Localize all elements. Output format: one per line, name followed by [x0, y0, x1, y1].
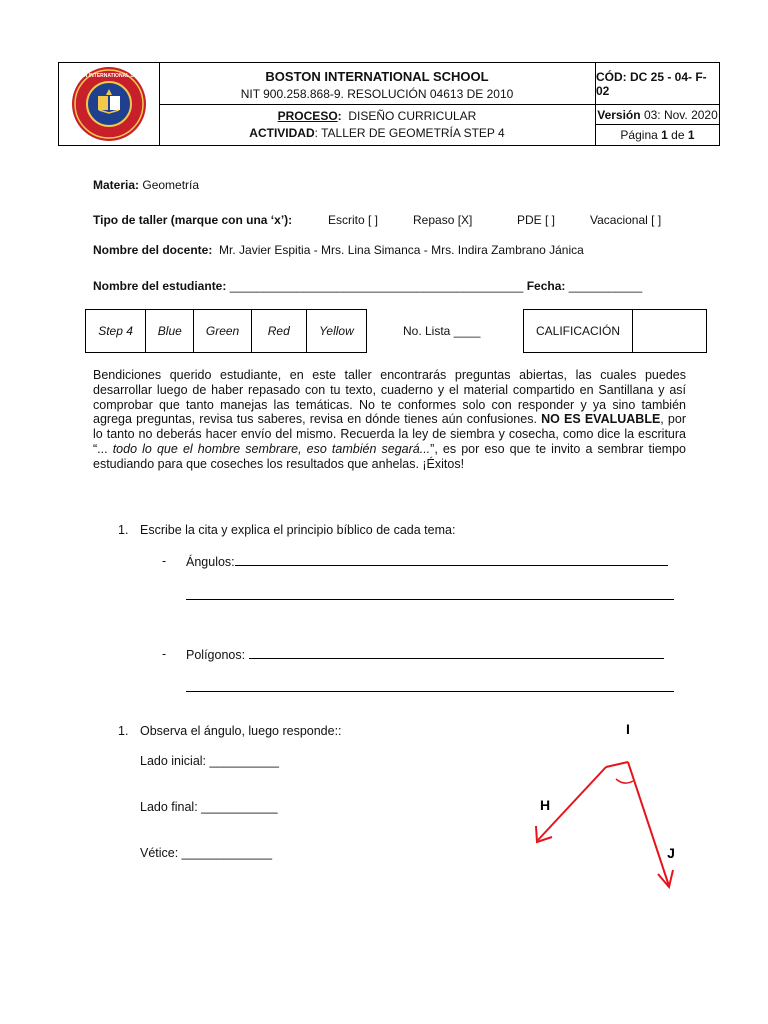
option-escrito[interactable]: Escrito [ ]	[328, 213, 379, 227]
option-vacacional[interactable]: Vacacional [ ]	[590, 213, 662, 227]
angulos-line	[186, 554, 668, 569]
lado-final[interactable]: Lado final: ___________	[140, 800, 278, 814]
no-lista[interactable]: No. Lista ____	[403, 324, 481, 338]
angle-figure	[520, 710, 700, 900]
actividad-label: ACTIVIDAD	[249, 126, 315, 140]
calificacion-label: CALIFICACIÓN	[524, 310, 633, 352]
intro-part1: Bendiciones querido estudiante, en este taller encontrarás preguntas abiertas, las cuales puedes desarrollar luego de haber repasado con tu texto, cuaderno y el material compartido en Santillana y así comprobar que tanto manejas las temáticas. No te conformes solo con responder y ya sino también agrega preguntas, revisa tus saberes, revisa en dónde tienes aún confusiones.	[93, 368, 686, 427]
school-logo	[59, 63, 159, 145]
page-total: 1	[687, 128, 695, 142]
fecha-field[interactable]: ___________	[568, 279, 643, 293]
docente-value: Mr. Javier Espitia - Mrs. Lina Simanca - Mrs. Indira Zambrano Jánica	[219, 243, 584, 257]
intro-part2: , por lo tanto no deberás hacer envío del mismo. Recuerda la ley de siembra y cosecha, como dice la escritura “...	[93, 412, 686, 456]
angle-drawing	[536, 762, 673, 887]
version-label: Versión	[597, 107, 641, 122]
materia-label: Materia:	[93, 178, 140, 192]
page-label: Página	[620, 128, 658, 142]
step-cell[interactable]: Green	[194, 310, 251, 352]
proceso-line: PROCESO: DISEÑO CURRICULAR	[277, 109, 477, 123]
proceso-label: PROCESO	[277, 109, 338, 123]
version-value: 03: Nov. 2020	[643, 107, 718, 122]
poligonos-label: Polígonos:	[186, 648, 246, 662]
q1-text: Escribe la cita y explica el principio bíblico de cada tema:	[140, 523, 456, 537]
angulos-label: Ángulos:	[186, 555, 235, 569]
actividad-line: ACTIVIDAD: TALLER DE GEOMETRÍA STEP 4	[249, 126, 505, 140]
docente-label: Nombre del docente:	[93, 243, 213, 257]
fecha-label: Fecha:	[526, 279, 566, 293]
materia-line	[93, 178, 199, 192]
step-cell[interactable]: Yellow	[319, 324, 354, 338]
q2-number: 1.	[118, 724, 129, 738]
right-label: J	[667, 845, 675, 861]
page-number: 1	[661, 128, 668, 142]
q1-dash-poligonos: -	[162, 647, 167, 661]
version-line	[596, 105, 719, 125]
proceso-value: DISEÑO CURRICULAR	[348, 109, 477, 123]
logo-text: BOSTON INTERNATIONAL SCHOOL	[66, 73, 152, 79]
left-label: H	[539, 797, 551, 813]
calificacion-box	[523, 309, 707, 353]
option-pde[interactable]: PDE [ ]	[517, 213, 556, 227]
header-middle	[159, 63, 596, 145]
q2-text: Observa el ángulo, luego responde::	[140, 724, 342, 738]
estudiante-line	[93, 279, 642, 293]
vertex-label: I	[626, 721, 630, 737]
tipo-label: Tipo de taller (marque con una ‘x’):	[93, 213, 293, 227]
tipo-taller-line	[93, 213, 693, 227]
vertice[interactable]: Vétice: _____________	[140, 846, 273, 860]
poligonos-line	[186, 647, 664, 662]
actividad-value: TALLER DE GEOMETRÍA STEP 4	[321, 126, 505, 140]
step-cell[interactable]: Step 4	[86, 310, 146, 352]
q1-number: 1.	[118, 523, 129, 537]
docente-line	[93, 243, 584, 257]
steps-table	[85, 309, 367, 353]
intro-part3: ”, es por eso que te invito a sembrar tiempo estudiando para que coseches los resultados que anhelas. ¡Éxitos!	[93, 441, 686, 471]
page-de: de	[671, 128, 685, 142]
vertex-segment	[606, 762, 628, 767]
poligonos-field-line2[interactable]	[186, 691, 674, 692]
school-nit: NIT 900.258.868-9. RESOLUCIÓN 04613 DE 2010	[240, 87, 514, 101]
document-code: CÓD: DC 25 - 04- F- 02	[596, 63, 719, 105]
intro-paragraph	[93, 368, 686, 472]
intro-bold: NO ES EVALUABLE	[541, 412, 661, 427]
ray-j	[628, 762, 669, 886]
materia-value: Geometría	[142, 178, 200, 192]
document-header	[58, 62, 720, 146]
step-cell[interactable]: Blue	[146, 310, 194, 352]
poligonos-field[interactable]	[249, 647, 664, 659]
angulos-field-line2[interactable]	[186, 599, 674, 600]
calificacion-field[interactable]	[633, 310, 706, 352]
school-name: BOSTON INTERNATIONAL SCHOOL	[265, 69, 489, 84]
lado-inicial[interactable]: Lado inicial: __________	[140, 754, 280, 768]
header-right	[596, 63, 719, 145]
logo-cell	[59, 63, 160, 145]
intro-italic: todo lo que el hombre sembrare, eso también segará...	[112, 441, 431, 456]
page-line	[596, 125, 719, 145]
estudiante-label: Nombre del estudiante:	[93, 279, 227, 293]
angulos-field[interactable]	[235, 554, 668, 566]
q1-dash-angulos: -	[162, 554, 167, 568]
option-repaso[interactable]: Repaso [X]	[413, 213, 473, 227]
estudiante-field[interactable]: ____________________________________________	[229, 279, 524, 293]
step-cell[interactable]: Red	[252, 310, 307, 352]
angle-arc	[616, 779, 633, 783]
